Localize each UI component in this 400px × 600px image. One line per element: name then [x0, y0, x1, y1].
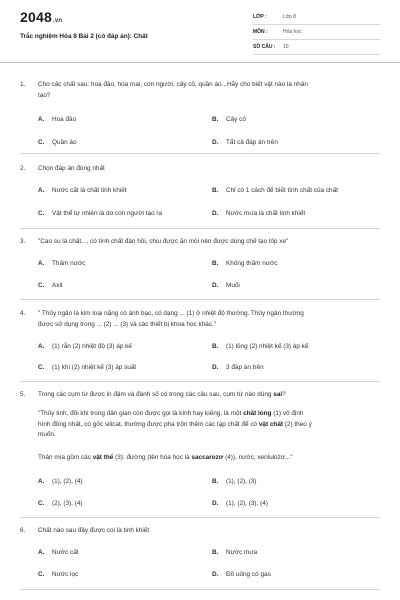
option-text: Nước lọc: [52, 571, 79, 578]
question-divider: [20, 153, 380, 154]
passage-bold: saccarozơ: [191, 454, 224, 461]
option-letter: A.: [38, 187, 45, 194]
option-c[interactable]: [38, 499, 83, 509]
option-letter: B.: [212, 549, 219, 556]
question-text: Cho các chất sau: hoa đào, hoa mai, con người, cây cỏ, quần áo...Hãy cho biết vật nào là nhân: [38, 81, 308, 88]
option-letter: A.: [38, 343, 45, 350]
option-letter: A.: [38, 260, 45, 267]
question-text-part: ?: [282, 391, 286, 398]
option-text: Thấm nước: [52, 260, 86, 267]
question-passage-2: [38, 453, 378, 464]
option-text: Axit: [52, 282, 63, 289]
option-text: (2), (3), (4): [52, 500, 83, 507]
option-text: Nước cất là chất tinh khiết: [52, 187, 127, 194]
option-text: Tất cả đáp án trên: [226, 139, 278, 146]
meta-value-subject: Hóa học: [283, 29, 302, 35]
meta-row-count: [253, 40, 380, 55]
question-divider: [20, 589, 380, 590]
option-letter: D.: [212, 139, 219, 146]
option-letter: B.: [212, 260, 219, 267]
option-letter: C.: [38, 500, 45, 507]
passage-text: hình đồng nhất, có gốc silicat, thường được pha trộn thêm các tạp chất để có: [38, 420, 259, 428]
option-letter: C.: [38, 139, 45, 146]
option-letter: B.: [212, 478, 219, 485]
question-text: Chọn đáp án đúng nhất: [38, 165, 105, 172]
option-c[interactable]: [38, 138, 77, 148]
question-number: 5.: [20, 391, 26, 398]
option-d[interactable]: [212, 499, 268, 509]
option-text: Quần áo: [52, 139, 77, 146]
option-d[interactable]: [212, 281, 240, 291]
option-letter: A.: [38, 116, 45, 123]
passage-text: (2) theo ý: [283, 420, 312, 428]
question-divider: [20, 517, 380, 518]
option-d[interactable]: [212, 138, 278, 148]
site-logo[interactable]: [20, 9, 62, 25]
option-a[interactable]: [38, 548, 79, 558]
question-text-cont: được sử dụng trong ... (2) ... (3) và các thiết bị khoa học khác.": [38, 321, 217, 328]
question-text: "Cao su là chất..., có tính chất đàn hồi, chịu được ăn mòi nên được dùng chế tạo lốp xe": [38, 238, 289, 245]
option-text: (1), (2), (4): [52, 478, 83, 485]
option-text: (1) khí (2) nhiệt kế (3) áp suất: [52, 364, 137, 371]
option-letter: A.: [38, 478, 45, 485]
option-letter: D.: [212, 282, 219, 289]
option-text: Nước mưa: [226, 549, 258, 556]
option-text: (1), (2), (3): [226, 478, 257, 485]
question-passage-1: [38, 409, 378, 441]
option-b[interactable]: [212, 115, 246, 125]
question-number: 1.: [20, 81, 26, 88]
option-letter: C.: [38, 571, 45, 578]
quiz-header: [0, 0, 400, 63]
option-a[interactable]: [38, 115, 76, 125]
option-letter: D.: [212, 364, 219, 371]
option-letter: D.: [212, 571, 219, 578]
option-c[interactable]: [38, 281, 63, 291]
option-text: Đồ uống có gas: [226, 571, 271, 578]
option-letter: B.: [212, 187, 219, 194]
meta-key-count: SỐ CÂU :: [253, 44, 276, 50]
option-text: (1), (2), (3), (4): [226, 500, 268, 507]
option-b[interactable]: [212, 186, 338, 196]
option-b[interactable]: [212, 259, 277, 269]
question-text: Chất nào sau đây được coi là tinh khiết: [38, 527, 150, 534]
question-number: 6.: [20, 527, 26, 534]
option-letter: D.: [212, 210, 219, 217]
option-text: Cây cỏ: [226, 116, 246, 123]
option-c[interactable]: [38, 363, 136, 373]
option-text: Chỉ có 1 cách để biết tính chất của chất: [226, 187, 338, 194]
question-divider: [20, 299, 380, 300]
passage-text: (4)), nước, xenlulozơ...": [223, 454, 293, 461]
question-text: [38, 390, 378, 400]
option-text: Muối: [226, 282, 240, 289]
option-letter: D.: [212, 500, 219, 507]
option-b[interactable]: [212, 548, 257, 558]
meta-row-class: [253, 10, 380, 25]
option-a[interactable]: [38, 186, 127, 196]
question-divider: [20, 381, 380, 382]
logo-tld: .vn: [52, 18, 63, 24]
passage-bold: vật thể: [92, 454, 114, 461]
option-text: Nước cất: [52, 549, 79, 556]
option-text: Nước mưa là chất tinh khiết: [226, 210, 306, 217]
passage-bold: chất lỏng: [243, 410, 272, 417]
quiz-meta: [253, 10, 380, 55]
option-c[interactable]: [38, 570, 78, 580]
question-number: 3.: [20, 238, 26, 245]
question-divider: [20, 228, 380, 229]
option-letter: C.: [38, 210, 45, 217]
option-text: (1) rắn (2) nhiệt độ (3) áp kế: [52, 343, 132, 350]
option-text: 3 đáp án trên: [226, 364, 264, 371]
passage-text: muốn.: [38, 431, 56, 438]
option-a[interactable]: [38, 477, 83, 487]
passage-text: Thân mía gồm các: [38, 454, 93, 461]
option-letter: C.: [38, 364, 45, 371]
option-b[interactable]: [212, 342, 308, 352]
logo-text: 2048: [20, 9, 52, 25]
option-a[interactable]: [38, 259, 85, 269]
option-letter: B.: [212, 116, 219, 123]
option-text: Không thấm nước: [226, 260, 278, 267]
option-b[interactable]: [212, 477, 257, 487]
option-d[interactable]: [212, 209, 305, 219]
option-text: Vật thể tự nhiên là do con người tạo ra: [52, 210, 163, 217]
question-text-part: Trong các cụm từ được in đậm và đánh số có trong các câu sau, cụm từ nào dùng: [38, 391, 274, 398]
passage-text: (1) vô định: [271, 410, 304, 417]
meta-key-subject: MÔN :: [253, 29, 268, 35]
meta-key-class: LỚP :: [253, 14, 267, 20]
option-a[interactable]: [38, 342, 132, 352]
option-letter: B.: [212, 343, 219, 350]
option-letter: A.: [38, 549, 45, 556]
quiz-title: Trắc nghiệm Hóa 8 Bài 2 (có đáp án): Chất: [20, 33, 148, 40]
meta-value-count: 10: [283, 44, 289, 50]
passage-text: (3): đường (tên hóa học là: [113, 454, 192, 461]
question-bold-word: sai: [273, 391, 283, 398]
option-text: (1) lỏng (2) nhiệt kế (3) áp kế: [226, 343, 309, 350]
meta-row-subject: [253, 25, 380, 40]
question-text-cont: tạo?: [38, 92, 51, 99]
question-number: 2.: [20, 165, 26, 172]
option-d[interactable]: [212, 570, 271, 580]
option-c[interactable]: [38, 209, 162, 219]
option-text: Hoa đào: [52, 116, 77, 123]
question-text: " Thủy ngân là kim loại nặng có ánh bạc, có dạng ... (1) ở nhiệt độ thường. Thủy ngân thường: [38, 310, 304, 317]
meta-value-class: Lớp 8: [283, 14, 297, 20]
passage-bold: vật chất: [258, 420, 284, 428]
question-number: 4.: [20, 310, 26, 317]
option-d[interactable]: [212, 363, 264, 373]
passage-text: "Thủy tinh, đôi khi trong dân gian còn được gọi là kính hay kiếng, là một: [38, 410, 244, 417]
option-letter: C.: [38, 282, 45, 289]
